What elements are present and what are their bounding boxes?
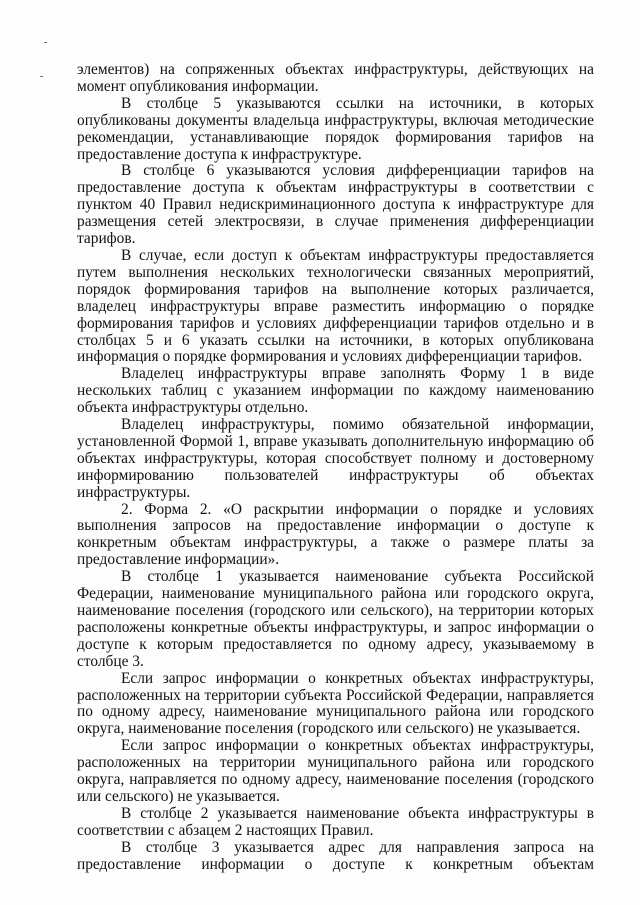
paragraph-4: В случае, если доступ к объектам инфраструктуры предоставляется путем выполнения нескольких технологически связанных мероприятий, порядок формирования тарифов на выполнение которых различается, владелец инфраструктуры вправе разместить информацию о порядке формирования тарифов и условиях дифференциации тарифов отдельно и в столбцах 5 и 6 указать ссылки на источники, в которых опубликована информация о порядке формирования и условиях дифференциации тарифов. xyxy=(77,246,594,366)
paragraph-8: В столбце 1 указывается наименование субъекта Российской Федерации, наименование муниципального района или городского округа, наименование поселения (городского или сельского), на территории которых расположены конкретные объекты инфраструктуры, и запрос информации о доступе к которым предоставляется по одному адресу, указываемому в столбце 3. xyxy=(77,568,594,670)
paragraph-11: В столбце 2 указывается наименование объекта инфраструктуры в соответствии с абзацем 2 настоящих Правил. xyxy=(77,804,594,839)
paragraph-3: В столбце 6 указываются условия дифференциации тарифов на предоставление доступа к объектам инфраструктуры в соответствии с пунктом 40 Правил недискриминационного доступа к инфраструктуре для размещения сетей электросвязи, в случае применения дифференциации тарифов. xyxy=(77,162,594,248)
paragraph-2: В столбце 5 указываются ссылки на источники, в которых опубликованы документы владельца инфраструктуры, включая методические рекомендации, устанавливающие порядок формирования тарифов на предоставление доступа к инфраструктуре. xyxy=(77,94,594,163)
paragraph-1: элементов) на сопряженных объектах инфраструктуры, действующих на момент опубликования информации. xyxy=(77,61,594,95)
paragraph-6: Владелец инфраструктуры, помимо обязательной информации, установленной Формой 1, вправе указывать дополнительную информацию об объектах инфраструктуры, которая способствует полному и достоверному информированию пользователей инфраструктуры об объектах инфраструктуры. xyxy=(77,416,594,501)
paragraph-5: Владелец инфраструктуры вправе заполнять Форму 1 в виде нескольких таблиц с указанием информации по каждому наименованию объекта инфраструктуры отдельно. xyxy=(77,365,594,417)
paragraph-10: Если запрос информации о конкретных объектах инфраструктуры, расположенных на территории муниципального района или городского округа, направляется по одному адресу, наименование поселения (городского или сельского) не указывается. xyxy=(77,737,594,805)
document-body xyxy=(77,62,594,874)
paragraph-9: Если запрос информации о конкретных объектах инфраструктуры, расположенных на территории субъекта Российской Федерации, направляется по одному адресу, наименование муниципального района или городского округа, наименование поселения (городского или сельского) не указывается. xyxy=(77,669,594,738)
scan-mark-left: - xyxy=(40,71,44,82)
paragraph-12: В столбце 3 указывается адрес для направления запроса на предоставление информации о доступе к конкретным объектам xyxy=(77,838,594,873)
paragraph-7: 2. Форма 2. «О раскрытии информации о порядке и условиях выполнения запросов на предоставление информации о доступе к конкретным объектам инфраструктуры, а также о размере платы за предоставление информации». xyxy=(77,500,594,569)
scan-mark-top: - xyxy=(44,37,48,48)
